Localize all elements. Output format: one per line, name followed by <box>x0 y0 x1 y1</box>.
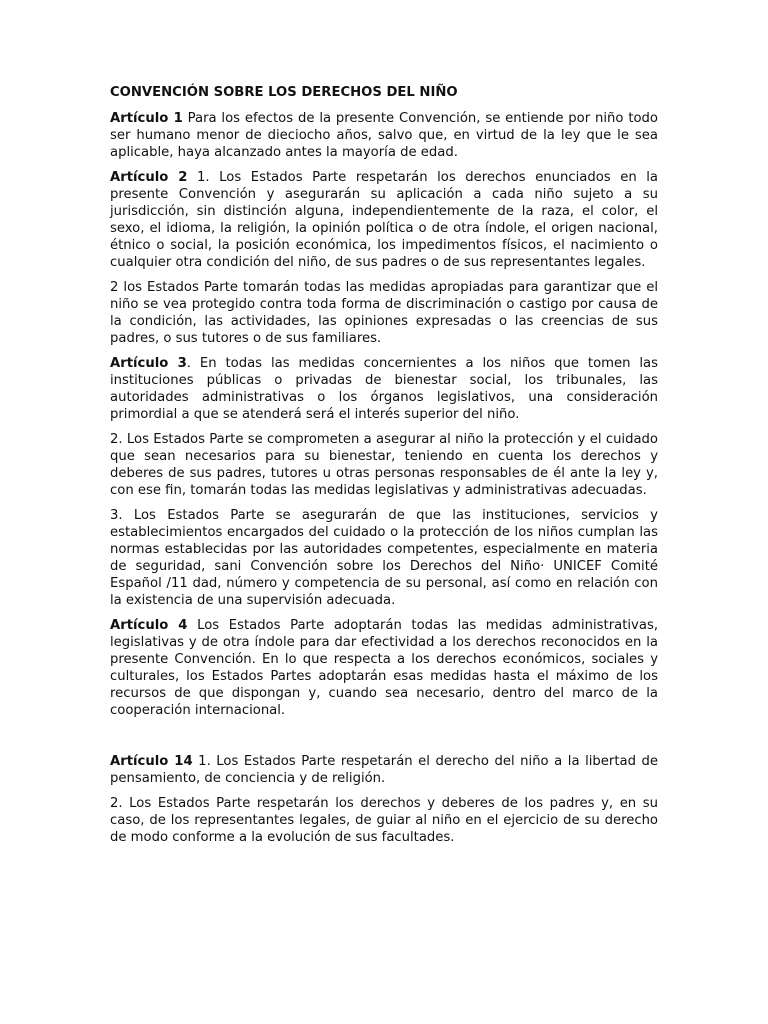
paragraph-article-3-3 <box>110 507 658 609</box>
paragraph-article-3-2 <box>110 431 658 499</box>
paragraph-text: 2 los Estados Parte tomarán todas las medidas apropiadas para garantizar que el niño se vea protegido contra toda forma de discriminación o castigo por causa de la condición, las actividades, las opiniones expresadas o las creencias de sus padres, o sus tutores o de sus familiares. <box>110 280 658 346</box>
article-heading: Artículo 2 <box>110 170 188 185</box>
paragraph-text: . En todas las medidas concernientes a los niños que tomen las instituciones públicas o privadas de bienestar social, los tribunales, las autoridades administrativas o los órganos legislativos, una consideración primordial a que se atenderá será el interés superior del niño. <box>110 356 658 422</box>
blank-line <box>110 727 658 753</box>
paragraph-text: 1. Los Estados Parte respetarán el derecho del niño a la libertad de pensamiento, de conciencia y de religión. <box>110 754 658 786</box>
paragraph-text: Los Estados Parte adoptarán todas las medidas administrativas, legislativas y de otra índole para dar efectividad a los derechos reconocidos en la presente Convención. En lo que respecta a los derechos económicos, sociales y culturales, los Estados Partes adoptarán esas medidas hasta el máximo de los recursos de que dispongan y, cuando sea necesario, dentro del marco de la cooperación internacional. <box>110 618 659 718</box>
paragraph-text: 2. Los Estados Parte respetarán los derechos y deberes de los padres y, en su caso, de los representantes legales, de guiar al niño en el ejercicio de su derecho de modo conforme a la evolución de sus facultades. <box>110 796 658 845</box>
paragraph-text: 2. Los Estados Parte se comprometen a asegurar al niño la protección y el cuidado que sean necesarios para su bienestar, teniendo en cuenta los derechos y deberes de sus padres, tutores u otras personas responsables de él ante la ley y, con ese fin, tomarán todas las medidas legislativas y administrativas adecuadas. <box>110 432 658 498</box>
paragraph-article-3 <box>110 355 658 423</box>
paragraph-text: 1. Los Estados Parte respetarán los derechos enunciados en la presente Convención y asegurarán su aplicación a cada niño sujeto a su jurisdicción, sin distinción alguna, independientemente de la raza, el color, el sexo, el idioma, la religión, la opinión política o de otra índole, el origen nacional, étnico o social, la posición económica, los impedimentos físicos, el nacimiento o cualquier otra condición del niño, de sus padres o de sus representantes legales. <box>110 170 658 270</box>
article-heading: Artículo 1 <box>110 111 183 126</box>
paragraph-text: Para los efectos de la presente Convención, se entiende por niño todo ser humano menor de dieciocho años, salvo que, en virtud de la ley que le sea aplicable, haya alcanzado antes la mayoría de edad. <box>110 111 658 160</box>
article-heading: Artículo 4 <box>110 618 188 633</box>
paragraph-article-2 <box>110 169 658 271</box>
paragraph-article-2-2 <box>110 279 658 347</box>
paragraph-article-14 <box>110 753 658 787</box>
article-heading: Artículo 3 <box>110 356 187 371</box>
document-title: CONVENCIÓN SOBRE LOS DERECHOS DEL NIÑO <box>110 85 458 100</box>
article-heading: Artículo 14 <box>110 754 193 769</box>
paragraph-text: 3. Los Estados Parte se asegurarán de que las instituciones, servicios y establecimientos encargados del cuidado o la protección de los niños cumplan las normas establecidas por las autoridades competentes, especialmente en materia de seguridad, sani Convención sobre los Derechos del Niño· UNICEF Comité Español /11 dad, número y competencia de su personal, así como en relación con la existencia de una supervisión adecuada. <box>110 508 658 608</box>
paragraph-article-1 <box>110 110 658 161</box>
paragraph-article-14-2 <box>110 795 658 846</box>
paragraph-article-4 <box>110 617 658 719</box>
